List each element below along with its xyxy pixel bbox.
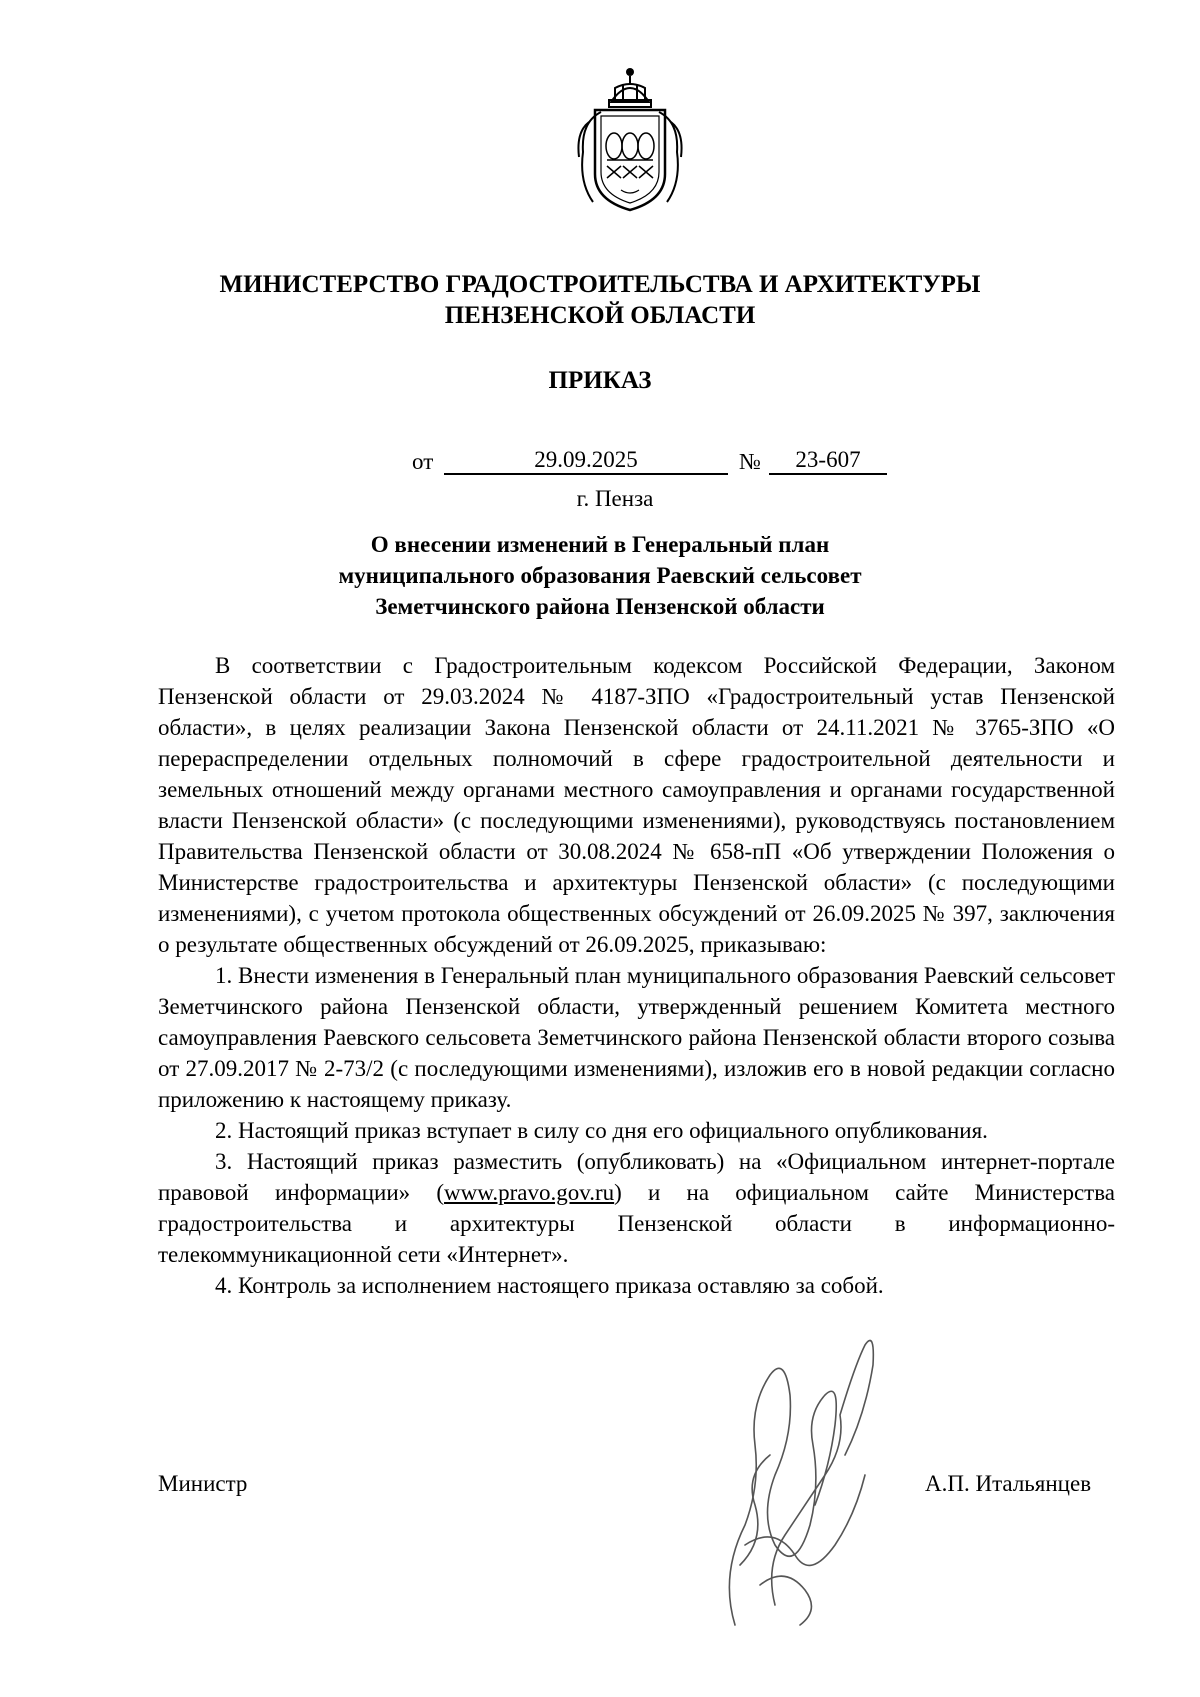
organization-name-line-1: МИНИСТЕРСТВО ГРАДОСТРОИТЕЛЬСТВА И АРХИТЕКТУРЫ xyxy=(219,271,981,298)
handwritten-signature-icon xyxy=(715,1325,885,1640)
organization-name-line-2: ПЕНЗЕНСКОЙ ОБЛАСТИ xyxy=(444,302,756,329)
city-label: г. Пенза xyxy=(576,486,654,511)
subject-line-2: муниципального образования Раевский сельсовет xyxy=(338,563,862,588)
order-item-3 xyxy=(158,1146,1115,1270)
order-item-3-text-end: ) и на официальном сайте Министерства градостроительства и архитектуры Пензенской области в информационно-телекоммуникационной сети «Интернет». xyxy=(158,1180,1115,1267)
order-item-2: 2. Настоящий приказ вступает в силу со дня его официального опубликования. xyxy=(215,1118,988,1143)
order-item-1: 1. Внести изменения в Генеральный план муниципального образования Раевский сельсовет Земетчинского района Пензенской области, утвержденный решением Комитета местного самоуправления Раевского сельсовета Земетчинского района Пензенской области второго созыва от 27.09.2017 № 2-73/2 (с последующими изменениями), изложив его в новой редакции согласно приложению к настоящему приказу. xyxy=(158,963,1115,1112)
subject-line-1: О внесении изменений в Генеральный план xyxy=(370,532,830,557)
document-number: 23-607 xyxy=(769,447,887,475)
document-type-title: ПРИКАЗ xyxy=(548,367,652,394)
signatory-name: А.П. Итальянцев xyxy=(925,1471,1092,1496)
number-sign-label: № xyxy=(739,449,761,474)
pravo-gov-link[interactable]: www.pravo.gov.ru xyxy=(444,1180,615,1205)
order-item-4: 4. Контроль за исполнением настоящего приказа оставляю за собой. xyxy=(215,1273,884,1298)
date-prefix-label: от xyxy=(412,449,434,474)
coat-of-arms-icon xyxy=(571,62,689,214)
order-item-3-text-start: 3. Настоящий приказ разместить (опубликовать) на «Официальном интернет-портале правовой информации» ( xyxy=(158,1149,1115,1205)
document-body xyxy=(158,650,1115,1301)
subject-line-3: Земетчинского района Пензенской области xyxy=(375,594,825,619)
document-subject xyxy=(0,529,1200,622)
preamble-paragraph: В соответствии с Градостроительным кодексом Российской Федерации, Законом Пензенской области от 29.03.2024 № 4187-ЗПО «Градостроительный устав Пензенской области», в целях реализации Закона Пензенской области от 24.11.2021 № 3765-ЗПО «О перераспределении отдельных полномочий в сфере градостроительной деятельности и земельных отношений между органами местного самоуправления и органами государственной власти Пензенской области» (с последующими изменениями), руководствуясь постановлением Правительства Пензенской области от 30.08.2024 № 658-пП «Об утверждении Положения о Министерстве градостроительства и архитектуры Пензенской области» (с последующими изменениями), с учетом протокола общественных обсуждений от 26.09.2025 № 397, заключения о результате общественных обсуждений от 26.09.2025, приказываю: xyxy=(158,653,1115,957)
signatory-role: Министр xyxy=(158,1471,248,1496)
document-date: 29.09.2025 xyxy=(444,447,728,475)
date-number-line xyxy=(0,445,1200,475)
